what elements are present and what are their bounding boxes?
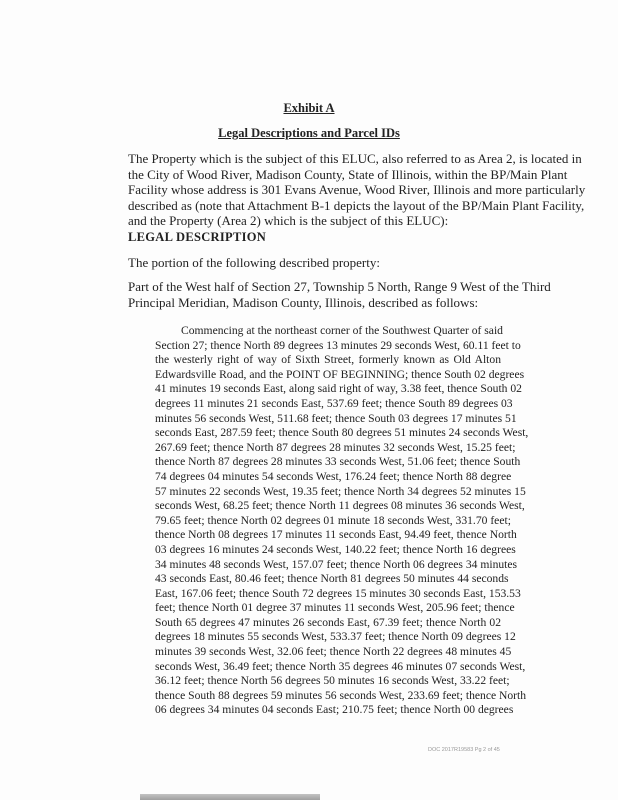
text-line: South 65 degrees 47 minutes 26 seconds East, 67.39 feet; thence North 02 <box>155 615 501 629</box>
text-line: thence North 87 degrees 28 minutes 33 seconds West, 51.06 feet; thence South <box>155 455 521 469</box>
text-line: 41 minutes 19 seconds East, along said right of way, 3.38 feet, thence South 02 <box>155 382 522 396</box>
text-line: and the Property (Area 2) which is the subject of this ELUC): <box>128 213 449 228</box>
text-line: East, 167.06 feet; thence South 72 degrees 15 minutes 30 seconds East, 153.53 <box>155 586 521 600</box>
text-line: 74 degrees 04 minutes 54 seconds West, 176.24 feet; thence North 88 degree <box>155 469 512 483</box>
legal-description-paragraph <box>155 324 529 718</box>
text-line: Section 27; thence North 89 degrees 13 minutes 29 seconds West, 60.11 feet to <box>155 338 521 352</box>
text-line: 79.65 feet; thence North 02 degrees 01 minute 18 seconds West, 331.70 feet; <box>155 513 511 527</box>
scan-artifact <box>140 794 320 800</box>
document-footer: DOC 2017R19583 Pg 2 of 45 <box>428 747 500 753</box>
text-line: seconds West, 36.49 feet; thence North 35 degrees 46 minutes 07 seconds West, <box>155 659 526 673</box>
exhibit-subtitle: Legal Descriptions and Parcel IDs <box>218 126 400 140</box>
portion-text: The portion of the following described property: <box>128 255 380 270</box>
text-line: described as (note that Attachment B-1 depicts the layout of the BP/Main Plant Facility, <box>128 197 585 213</box>
exhibit-title: Exhibit A <box>283 101 335 115</box>
text-line: seconds West, 68.25 feet; thence North 11 degrees 08 minutes 36 seconds West, <box>155 499 525 513</box>
text-line: 34 minutes 48 seconds West, 157.07 feet; thence North 06 degrees 34 minutes <box>155 557 518 571</box>
text-line: 03 degrees 16 minutes 24 seconds West, 140.22 feet; thence North 16 degrees <box>155 542 516 556</box>
text-line: Commencing at the northeast corner of the Southwest Quarter of said <box>181 324 503 337</box>
text-line: feet; thence North 01 degree 37 minutes 11 seconds West, 205.96 feet; thence <box>155 601 515 615</box>
text-line: degrees 11 minutes 21 seconds East, 537.69 feet; thence South 89 degrees 03 <box>155 396 513 410</box>
section-heading: LEGAL DESCRIPTION <box>128 230 267 244</box>
text-line: Edwardsville Road, and the POINT OF BEGINNING; thence South 02 degrees <box>155 367 525 381</box>
text-line: Principal Meridian, Madison County, Illinois, described as follows: <box>128 295 479 310</box>
text-line: minutes 39 seconds West, 32.06 feet; thence North 22 degrees 48 minutes 45 <box>155 645 512 659</box>
text-line: the westerly right of way of Sixth Street, formerly known as Old Alton <box>155 353 501 367</box>
text-line: 43 seconds East, 80.46 feet; thence North 81 degrees 50 minutes 44 seconds <box>155 572 509 586</box>
text-line: seconds East, 287.59 feet; thence South 80 degrees 51 minutes 24 seconds West, <box>155 426 529 440</box>
text-line: minutes 56 seconds West, 511.68 feet; thence South 03 degrees 17 minutes 51 <box>155 411 517 425</box>
text-line: thence North 08 degrees 17 minutes 11 seconds East, 94.49 feet, thence North <box>155 528 517 542</box>
text-line: 57 minutes 22 seconds West, 19.35 feet; thence North 34 degrees 52 minutes 15 <box>155 484 526 498</box>
text-line: 06 degrees 34 minutes 04 seconds East; 210.75 feet; thence North 00 degrees <box>155 703 514 717</box>
intro-paragraph <box>128 151 586 229</box>
text-line: degrees 18 minutes 55 seconds West, 533.37 feet; thence North 09 degrees 12 <box>155 630 516 644</box>
text-line: 36.12 feet; thence North 56 degrees 50 minutes 16 seconds West, 33.22 feet; <box>155 674 510 688</box>
text-line: thence South 88 degrees 59 minutes 56 seconds West, 233.69 feet; thence North <box>155 688 527 702</box>
text-line: The Property which is the subject of this ELUC, also referred to as Area 2, is located in <box>128 151 582 166</box>
text-line: Facility whose address is 301 Evans Avenue, Wood River, Illinois and more particularly <box>128 182 586 197</box>
text-line: Part of the West half of Section 27, Township 5 North, Range 9 West of the Third <box>128 279 551 294</box>
text-line: the City of Wood River, Madison County, State of Illinois, within the BP/Main Plant <box>128 166 568 182</box>
part-paragraph <box>128 279 551 311</box>
text-line: 267.69 feet; thence North 87 degrees 28 minutes 32 seconds West, 15.25 feet; <box>155 440 516 454</box>
